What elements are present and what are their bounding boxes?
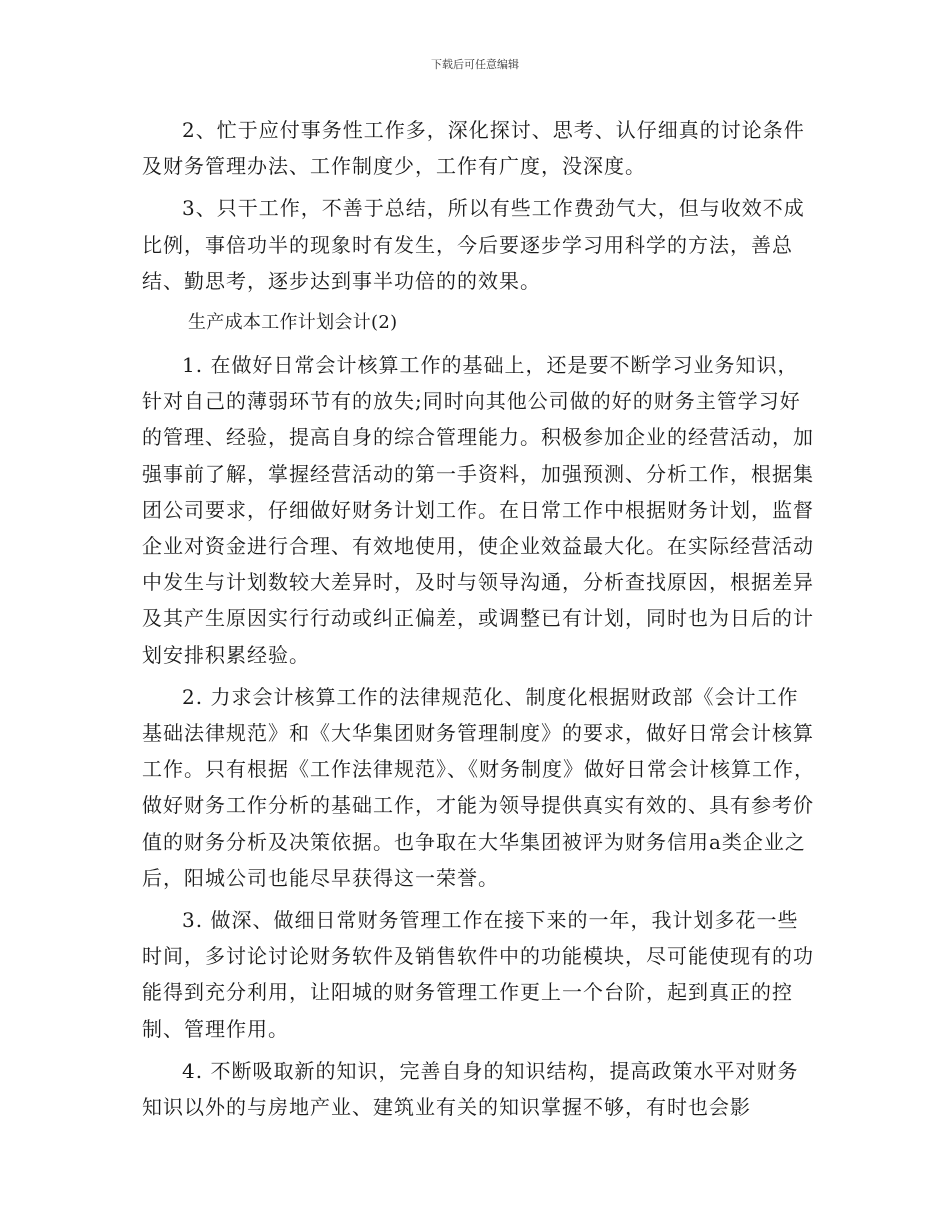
paragraph-item-4: 4. 不断吸取新的知识，完善自身的知识结构，提高政策水平对财务知识以外的与房地产业、建筑业有关的知识掌握不够，有时也会影: [142, 1058, 799, 1120]
paragraph-item-1: 1. 在做好日常会计核算工作的基础上，还是要不断学习业务知识，针对自己的薄弱环节有的放失;同时向其他公司做的好的财务主管学习好的管理、经验，提高自身的综合管理能力。积极参加企业的经营活动，加强事前了解，掌握经营活动的第一手资料，加强预测、分析工作，根据集团公司要求，仔细做好财务计划工作。在日常工作中根据财务计划，监督企业对资金进行合理、有效地使用，使企业效益最大化。在实际经营活动中发生与计划数较大差异时，及时与领导沟通，分析查找原因，根据差异及其产生原因实行行动或纠正偏差，或调整已有计划，同时也为日后的计划安排积累经验。: [142, 353, 814, 667]
paragraph-point-3: 3、只干工作，不善于总结，所以有些工作费劲气大，但与收效不成比例，事倍功半的现象时有发生，今后要逐步学习用科学的方法，善总结、勤思考，逐步达到事半功倍的的效果。: [142, 196, 805, 293]
section-title: 生产成本工作计划会计(2): [188, 312, 398, 334]
page-header-note: 下载后可任意编辑: [431, 58, 519, 71]
paragraph-point-2: 2、忙于应付事务性工作多，深化探讨、思考、认仔细真的讨论条件及财务管理办法、工作制度少，工作有广度，没深度。: [142, 118, 805, 179]
paragraph-item-3: 3. 做深、做细日常财务管理工作在接下来的一年，我计划多花一些时间，多讨论讨论财务软件及销售软件中的功能模块，尽可能使现有的功能得到充分利用，让阳城的财务管理工作更上一个台阶，起到真正的控制、管理作用。: [142, 908, 814, 1041]
document-body: [142, 112, 818, 1131]
paragraph-item-2: 2. 力求会计核算工作的法律规范化、制度化根据财政部《会计工作基础法律规范》和《大华集团财务管理制度》的要求，做好日常会计核算工作。只有根据《工作法律规范》、《财务制度》做好日常会计核算工作，做好财务工作分析的基础工作，才能为领导提供真实有效的、具有参考价值的财务分析及决策依据。也争取在大华集团被评为财务信用a类企业之后，阳城公司也能尽早获得这一荣誉。: [142, 684, 815, 890]
